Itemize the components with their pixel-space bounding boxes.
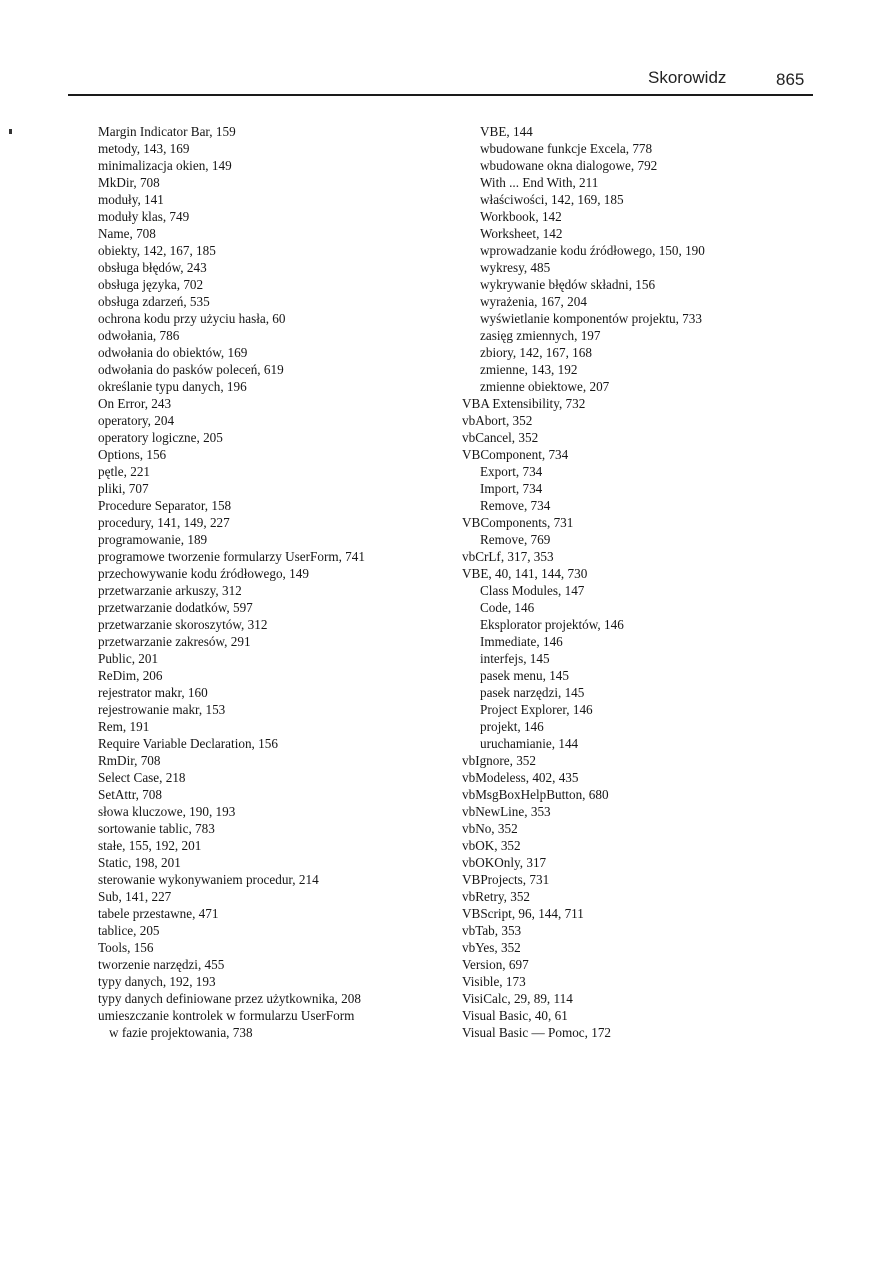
index-entry: obsługa języka, 702 [98,277,204,292]
index-entry: słowa kluczowe, 190, 193 [98,804,236,819]
index-subentry: wprowadzanie kodu źródłowego, 150, 190 [480,243,705,258]
index-entry: typy danych definiowane przez użytkownika, 208 [98,991,361,1006]
index-subentry: wykresy, 485 [480,260,551,275]
index-entry: sterowanie wykonywaniem procedur, 214 [98,872,319,887]
index-entry: Visible, 173 [462,974,526,989]
index-entry: VisiCalc, 29, 89, 114 [462,991,573,1006]
index-entry: Public, 201 [98,651,159,666]
index-entry: vbNo, 352 [462,821,518,836]
index-entry: pliki, 707 [98,481,149,496]
index-entry: Select Case, 218 [98,770,186,785]
index-entry: vbNewLine, 353 [462,804,551,819]
index-entry: Visual Basic — Pomoc, 172 [462,1025,612,1040]
index-entry: pętle, 221 [98,464,151,479]
index-entry: Rem, 191 [98,719,150,734]
index-entry: vbAbort, 352 [462,413,533,428]
index-entry: On Error, 243 [98,396,172,411]
index-entry: odwołania, 786 [98,328,180,343]
index-entry: VBProjects, 731 [462,872,550,887]
index-subentry: uruchamianie, 144 [480,736,579,751]
index-entry: vbIgnore, 352 [462,753,536,768]
index-subentry: wyrażenia, 167, 204 [480,294,587,309]
index-entry: Options, 156 [98,447,167,462]
index-entry: moduły, 141 [98,192,164,207]
index-entry: Static, 198, 201 [98,855,181,870]
index-column-right [462,123,832,1041]
index-subentry: wyświetlanie komponentów projektu, 733 [480,311,702,326]
index-entry: obsługa błędów, 243 [98,260,207,275]
index-subentry: zbiory, 142, 167, 168 [480,345,592,360]
index-subentry: projekt, 146 [480,719,544,734]
scan-speck [9,129,12,134]
index-entry: vbOK, 352 [462,838,521,853]
index-entry: vbRetry, 352 [462,889,531,904]
index-entry: VBA Extensibility, 732 [462,396,586,411]
index-entry: Margin Indicator Bar, 159 [98,124,236,139]
index-entry: metody, 143, 169 [98,141,190,156]
index-subentry: Code, 146 [480,600,535,615]
index-entry: vbModeless, 402, 435 [462,770,579,785]
index-entry: tablice, 205 [98,923,160,938]
index-entry: rejestrowanie makr, 153 [98,702,226,717]
index-entry: odwołania do obiektów, 169 [98,345,248,360]
index-entry: rejestrator makr, 160 [98,685,208,700]
index-entry: vbCancel, 352 [462,430,539,445]
index-subentry: wykrywanie błędów składni, 156 [480,277,656,292]
index-entry: vbMsgBoxHelpButton, 680 [462,787,609,802]
index-subentry: Export, 734 [480,464,543,479]
index-subentry: Eksplorator projektów, 146 [480,617,624,632]
index-subentry: zmienne, 143, 192 [480,362,578,377]
index-entry: VBE, 40, 141, 144, 730 [462,566,588,581]
index-entry: vbCrLf, 317, 353 [462,549,554,564]
index-entry: tabele przestawne, 471 [98,906,219,921]
index-entry: vbYes, 352 [462,940,521,955]
index-entry: sortowanie tablic, 783 [98,821,215,836]
index-entry: przetwarzanie arkuszy, 312 [98,583,242,598]
index-entry: Sub, 141, 227 [98,889,172,904]
index-subentry: Import, 734 [480,481,543,496]
index-subentry: wbudowane okna dialogowe, 792 [480,158,658,173]
index-subentry: Class Modules, 147 [480,583,585,598]
index-entry: umieszczanie kontrolek w formularzu UserForm [98,1008,355,1023]
index-entry: określanie typu danych, 196 [98,379,247,394]
index-subentry: pasek menu, 145 [480,668,569,683]
index-entry: przechowywanie kodu źródłowego, 149 [98,566,309,581]
index-entry: obsługa zdarzeń, 535 [98,294,210,309]
index-entry: programowanie, 189 [98,532,208,547]
index-entry: ochrona kodu przy użyciu hasła, 60 [98,311,286,326]
index-entry: moduły klas, 749 [98,209,190,224]
index-subentry: właściwości, 142, 169, 185 [480,192,624,207]
index-entry: przetwarzanie zakresów, 291 [98,634,251,649]
index-subentry: interfejs, 145 [480,651,550,666]
index-entry: odwołania do pasków poleceń, 619 [98,362,284,377]
index-entry: VBComponent, 734 [462,447,569,462]
index-entry: VBScript, 96, 144, 711 [462,906,584,921]
index-entry: MkDir, 708 [98,175,160,190]
index-entry: Name, 708 [98,226,156,241]
index-entry: Visual Basic, 40, 61 [462,1008,568,1023]
index-entry: SetAttr, 708 [98,787,162,802]
index-entry: vbOKOnly, 317 [462,855,547,870]
index-entry: operatory, 204 [98,413,175,428]
index-entry: w fazie projektowania, 738 [109,1025,253,1040]
index-subentry: Worksheet, 142 [480,226,563,241]
index-subentry: With ... End With, 211 [480,175,599,190]
page-number: 865 [776,70,805,89]
index-entry: obiekty, 142, 167, 185 [98,243,216,258]
index-subentry: Immediate, 146 [480,634,563,649]
index-subentry: Remove, 734 [480,498,551,513]
index-entry: przetwarzanie dodatków, 597 [98,600,253,615]
index-entry: Procedure Separator, 158 [98,498,232,513]
index-subentry: zasięg zmiennych, 197 [480,328,601,343]
index-entry: Tools, 156 [98,940,154,955]
index-subentry: pasek narzędzi, 145 [480,685,585,700]
index-entry: minimalizacja okien, 149 [98,158,232,173]
index-subentry: zmienne obiektowe, 207 [480,379,610,394]
index-subentry: Remove, 769 [480,532,551,547]
running-head-title: Skorowidz [648,68,727,87]
index-entry: RmDir, 708 [98,753,161,768]
index-entry: Require Variable Declaration, 156 [98,736,278,751]
header-rule [68,94,813,96]
index-subentry: VBE, 144 [480,124,533,139]
index-subentry: Project Explorer, 146 [480,702,593,717]
index-entry: przetwarzanie skoroszytów, 312 [98,617,268,632]
index-column-left [98,123,458,1041]
index-entry: tworzenie narzędzi, 455 [98,957,225,972]
index-entry: procedury, 141, 149, 227 [98,515,230,530]
index-subentry: wbudowane funkcje Excela, 778 [480,141,653,156]
index-entry: stałe, 155, 192, 201 [98,838,202,853]
page-header [0,0,893,100]
index-entry: Version, 697 [462,957,529,972]
index-entry: programowe tworzenie formularzy UserForm, 741 [98,549,365,564]
index-entry: ReDim, 206 [98,668,163,683]
index-subentry: Workbook, 142 [480,209,562,224]
index-entry: typy danych, 192, 193 [98,974,216,989]
index-entry: operatory logiczne, 205 [98,430,223,445]
index-entry: VBComponents, 731 [462,515,574,530]
index-entry: vbTab, 353 [462,923,522,938]
